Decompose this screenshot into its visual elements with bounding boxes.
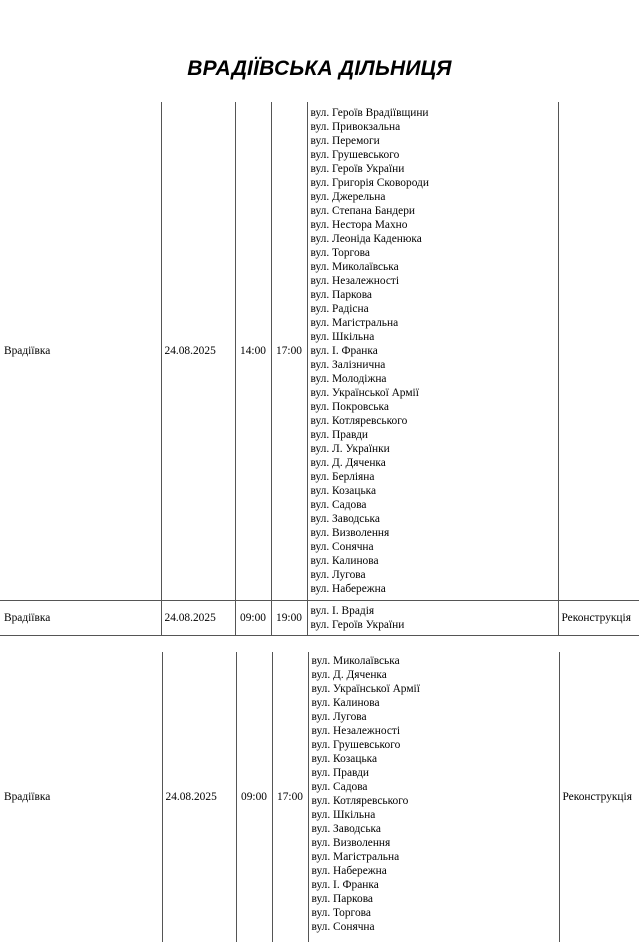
street-item: вул. Грушевського bbox=[311, 739, 401, 751]
street-item: вул. Торгова bbox=[310, 246, 370, 259]
street-item: вул. Д. Дяченка bbox=[311, 669, 387, 681]
outage-table-2 bbox=[0, 652, 639, 942]
street-item: вул. Правди bbox=[310, 428, 369, 441]
street-item: вул. Героїв Врадіївщини bbox=[310, 106, 429, 119]
street-item: вул. Джерельна bbox=[310, 190, 386, 203]
street-item: вул. Паркова bbox=[311, 893, 373, 905]
street-item: вул. Козацька bbox=[311, 753, 378, 765]
street-item: вул. Миколаївська bbox=[310, 260, 399, 273]
street-item: вул. Степана Бандери bbox=[310, 204, 416, 217]
street-item: вул. Сонячна bbox=[311, 921, 375, 933]
end-time-cell: 17:00 bbox=[272, 652, 308, 942]
street-item: вул. Незалежності bbox=[311, 725, 401, 737]
streets-cell bbox=[307, 600, 558, 635]
outage-table-1 bbox=[0, 102, 639, 636]
date-cell: 24.08.2025 bbox=[162, 652, 236, 942]
street-item: вул. Нестора Махно bbox=[310, 218, 408, 231]
settlement-cell: Врадіївка bbox=[0, 102, 161, 600]
street-item: вул. Садова bbox=[310, 498, 367, 511]
street-item: вул. Леоніда Каденюка bbox=[310, 232, 422, 245]
street-item: вул. Сонячна bbox=[310, 540, 374, 553]
street-item: вул. Котляревського bbox=[311, 795, 409, 807]
street-item: вул. І. Франка bbox=[311, 879, 379, 891]
street-item: вул. Залізнична bbox=[310, 358, 386, 371]
street-item: вул. Правди bbox=[311, 767, 370, 779]
date-cell: 24.08.2025 bbox=[161, 600, 235, 635]
street-item: вул. Шкільна bbox=[310, 330, 375, 343]
street-item: вул. Л. Українки bbox=[310, 442, 390, 455]
street-item: вул. Котляревського bbox=[310, 414, 408, 427]
street-item: вул. Торгова bbox=[311, 907, 371, 919]
street-item: вул. Визволення bbox=[310, 526, 390, 539]
street-item: вул. Козацька bbox=[310, 484, 377, 497]
street-item: вул. Калинова bbox=[311, 697, 380, 709]
street-item: вул. Григорія Сковороди bbox=[310, 176, 429, 189]
street-item: вул. Радісна bbox=[310, 302, 369, 315]
start-time-cell: 09:00 bbox=[235, 600, 271, 635]
street-item: вул. Героїв України bbox=[310, 618, 405, 631]
end-time-cell: 19:00 bbox=[271, 600, 307, 635]
street-item: вул. Незалежності bbox=[310, 274, 400, 287]
date-cell: 24.08.2025 bbox=[161, 102, 235, 600]
street-item: вул. Набережна bbox=[311, 865, 387, 877]
street-item: вул. Садова bbox=[311, 781, 368, 793]
end-time-cell: 17:00 bbox=[271, 102, 307, 600]
street-item: вул. Української Армії bbox=[311, 683, 420, 695]
reason-cell bbox=[558, 102, 639, 600]
street-item: вул. Героїв України bbox=[310, 162, 405, 175]
start-time-cell: 14:00 bbox=[235, 102, 271, 600]
settlement-cell: Врадіївка bbox=[0, 652, 162, 942]
streets-cell bbox=[307, 102, 558, 600]
start-time-cell: 09:00 bbox=[236, 652, 272, 942]
street-item: вул. Перемоги bbox=[310, 134, 380, 147]
streets-cell bbox=[308, 652, 559, 942]
street-item: вул. Заводська bbox=[310, 512, 380, 525]
street-item: вул. Паркова bbox=[310, 288, 372, 301]
reason-cell: Реконструкція bbox=[558, 600, 639, 635]
street-item: вул. І. Врадія bbox=[310, 604, 375, 617]
reason-cell: Реконструкція bbox=[559, 652, 639, 942]
street-item: вул. І. Франка bbox=[310, 344, 378, 357]
table-row bbox=[0, 102, 639, 600]
street-item: вул. Визволення bbox=[311, 837, 391, 849]
street-item: вул. Лугова bbox=[311, 711, 367, 723]
street-item: вул. Привокзальна bbox=[310, 120, 401, 133]
street-item: вул. Шкільна bbox=[311, 809, 376, 821]
street-item: вул. Заводська bbox=[311, 823, 381, 835]
street-item: вул. Набережна bbox=[310, 582, 386, 595]
street-item: вул. Миколаївська bbox=[311, 655, 400, 667]
street-item: вул. Української Армії bbox=[310, 386, 419, 399]
table-row bbox=[0, 652, 639, 942]
street-item: вул. Магістральна bbox=[310, 316, 399, 329]
page-title: ВРАДІЇВСЬКА ДІЛЬНИЦЯ bbox=[187, 57, 452, 80]
street-item: вул. Молодіжна bbox=[310, 372, 387, 385]
street-item: вул. Покровська bbox=[310, 400, 389, 413]
settlement-cell: Врадіївка bbox=[0, 600, 161, 635]
street-item: вул. Берліяна bbox=[310, 470, 375, 483]
table-row bbox=[0, 600, 639, 635]
street-item: вул. Грушевського bbox=[310, 148, 400, 161]
street-item: вул. Калинова bbox=[310, 554, 379, 567]
street-item: вул. Лугова bbox=[310, 568, 366, 581]
street-item: вул. Д. Дяченка bbox=[310, 456, 386, 469]
street-item: вул. Магістральна bbox=[311, 851, 400, 863]
